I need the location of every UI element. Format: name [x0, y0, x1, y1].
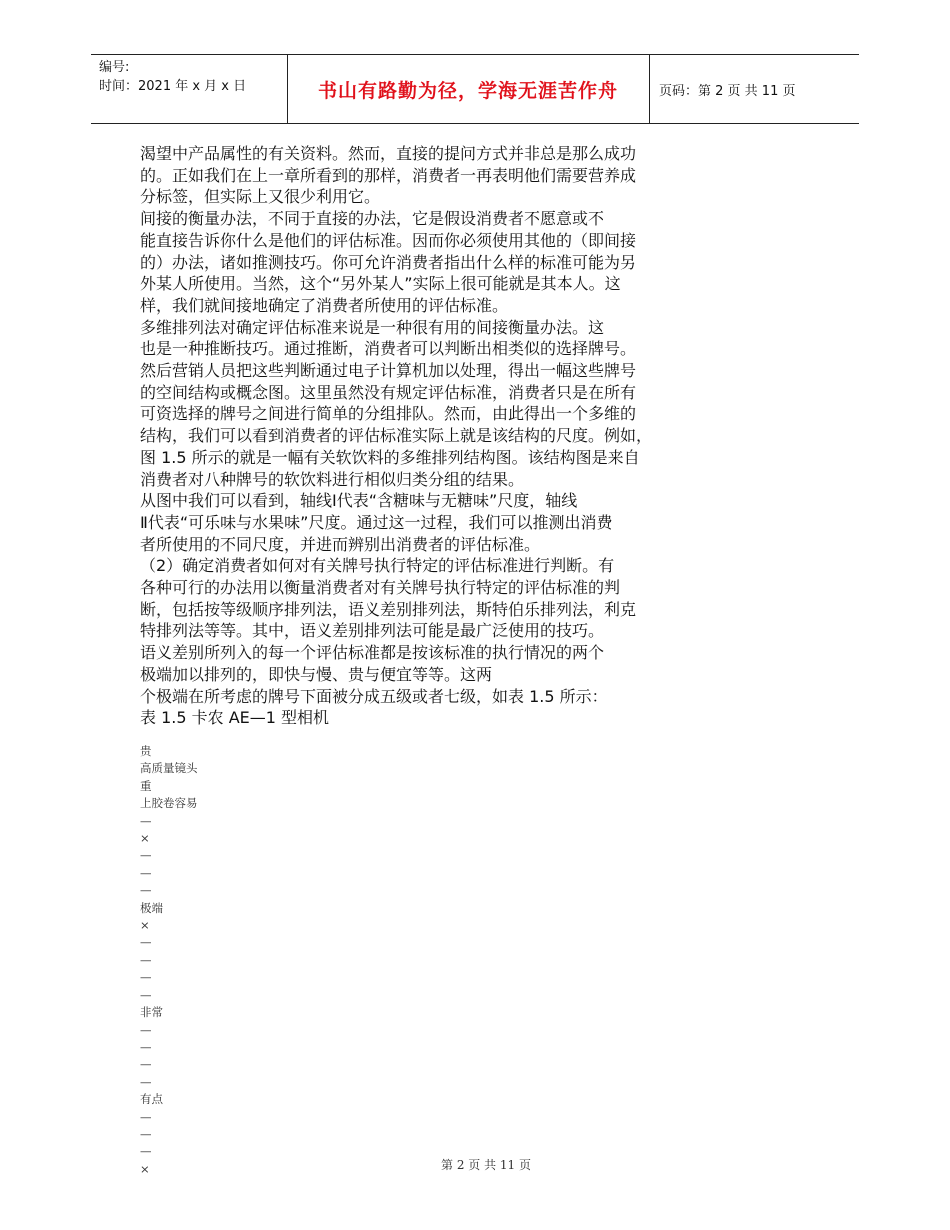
- body-line: 的。正如我们在上一章所看到的那样，消费者一再表明他们需要营养成: [140, 165, 637, 185]
- table-list-item: ×: [140, 918, 150, 933]
- body-line: 能直接告诉你什么是他们的评估标准。因而你必须使用其他的（即间接: [140, 230, 637, 250]
- header-meta: [99, 58, 246, 96]
- body-line: 多维排列法对确定评估标准来说是一种很有用的间接衡量办法。这: [140, 317, 605, 337]
- body-line: 的空间结构或概念图。这里虽然没有规定评估标准，消费者只是在所有: [140, 382, 637, 402]
- table-list-item: 有点: [140, 1092, 163, 1107]
- body-line: 消费者对八种牌号的软饮料进行相似归类分组的结果。: [140, 469, 525, 489]
- table-list-item: —: [140, 935, 152, 950]
- body-text: [140, 143, 740, 729]
- table-list-item: 非常: [140, 1005, 163, 1020]
- body-line: 然后营销人员把这些判断通过电子计算机加以处理，得出一幅这些牌号: [140, 361, 637, 381]
- body-line: （2）确定消费者如何对有关牌号执行特定的评估标准进行判断。有: [140, 556, 615, 576]
- table-list-item: —: [140, 813, 152, 828]
- body-line: 表 1.5 卡农 AE—1 型相机: [140, 708, 330, 728]
- document-time-label: 时间：2021 年 x 月 x 日: [99, 79, 247, 94]
- table-list-item: —: [140, 1126, 152, 1141]
- table-list-item: 贵: [140, 744, 152, 758]
- table-list-item: 极端: [140, 900, 163, 915]
- table-list-item: —: [140, 970, 152, 985]
- table-list-item: ×: [140, 831, 150, 846]
- body-line: 各种可行的办法用以衡量消费者对有关牌号执行特定的评估标准的判: [140, 578, 621, 598]
- table-list-item: —: [140, 1109, 152, 1124]
- body-line: Ⅱ代表“可乐味与水果味”尺度。通过这一过程，我们可以推测出消费: [140, 512, 613, 532]
- table-list-item: —: [140, 987, 152, 1002]
- table-list-item: ×: [140, 1161, 150, 1176]
- header-page-info: 页码：第 2 页 共 11 页: [659, 83, 796, 99]
- body-line: 外某人所使用。当然，这个“另外某人”实际上很可能就是其本人。这: [140, 274, 621, 294]
- body-line: 者所使用的不同尺度，并进而辨别出消费者的评估标准。: [140, 534, 541, 554]
- table-list-item: —: [140, 848, 152, 863]
- rating-table-list: [140, 743, 198, 1178]
- body-line: 极端加以排列的，即快与慢、贵与便宜等等。这两: [140, 664, 493, 684]
- table-list-item: —: [140, 1039, 152, 1054]
- header-motto: 书山有路勤为径，学海无涯苦作舟: [317, 79, 618, 102]
- body-line: 断，包括按等级顺序排列法，语义差别排列法，斯特伯乐排列法，利克: [140, 599, 637, 619]
- body-line: 从图中我们可以看到，轴线Ⅰ代表“含糖味与无糖味”尺度，轴线: [140, 491, 578, 511]
- table-list-item: —: [140, 1022, 152, 1037]
- table-list-item: 上胶卷容易: [140, 796, 198, 811]
- body-line: 也是一种推断技巧。通过推断，消费者可以判断出相类似的选择牌号。: [140, 339, 637, 359]
- table-list-item: —: [140, 952, 152, 967]
- table-list-item: —: [140, 865, 152, 880]
- body-line: 渴望中产品属性的有关资料。然而，直接的提问方式并非总是那么成功: [140, 144, 637, 163]
- document-number-label: 编号:: [99, 60, 130, 75]
- table-list-item: —: [140, 1074, 152, 1089]
- body-line: 图 1.5 所示的就是一幅有关软饮料的多维排列结构图。该结构图是来自: [140, 447, 640, 467]
- header-divider-right: [649, 55, 650, 123]
- body-line: 可资选择的牌号之间进行简单的分组排队。然而，由此得出一个多维的: [140, 404, 637, 424]
- table-list-item: —: [140, 1057, 152, 1072]
- table-list-item: 重: [140, 778, 152, 793]
- table-list-item: —: [140, 1144, 152, 1159]
- body-line: 个极端在所考虑的牌号下面被分成五级或者七级，如表 1.5 所示：: [140, 686, 608, 706]
- body-line: 结构，我们可以看到消费者的评估标准实际上就是该结构的尺度。例如，: [140, 426, 653, 446]
- body-line: 样，我们就间接地确定了消费者所使用的评估标准。: [140, 295, 509, 315]
- body-line: 分标签，但实际上又很少利用它。: [140, 187, 381, 207]
- table-list-item: 高质量镜头: [140, 761, 198, 776]
- body-line: 语义差别所列入的每一个评估标准都是按该标准的执行情况的两个: [140, 643, 605, 663]
- page-footer: 第 2 页 共 11 页: [441, 1158, 531, 1172]
- body-line: 间接的衡量办法，不同于直接的办法，它是假设消费者不愿意或不: [140, 209, 605, 229]
- page-header: [91, 54, 859, 124]
- body-line: 特排列法等等。其中，语义差别排列法可能是最广泛使用的技巧。: [140, 621, 605, 641]
- table-list-item: —: [140, 883, 152, 898]
- body-line: 的）办法，诸如推测技巧。你可允许消费者指出什么样的标准可能为另: [140, 252, 637, 272]
